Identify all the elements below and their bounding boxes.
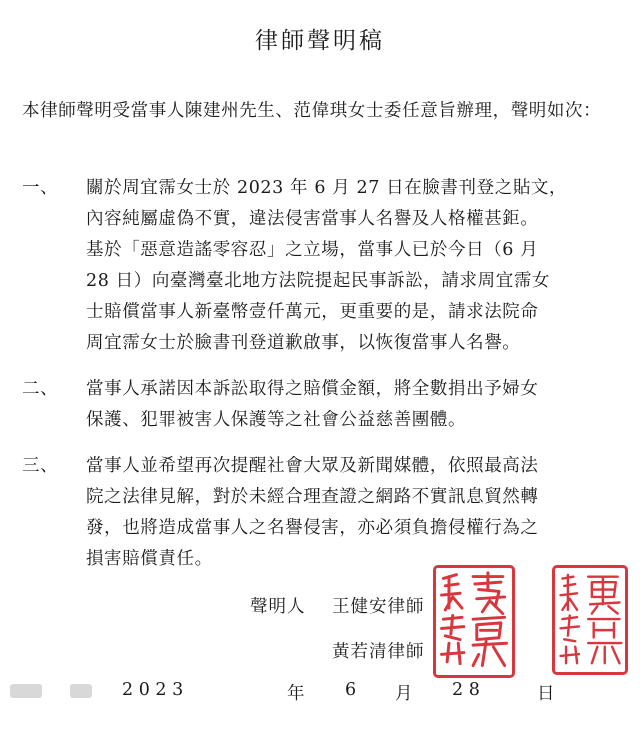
- seal-2-graphic: [555, 568, 625, 672]
- item-line: 士賠償當事人新臺幣壹仟萬元，更重要的是，請求法院命: [86, 302, 539, 322]
- date-day-unit: 日: [537, 684, 555, 704]
- date-month: 6: [345, 680, 357, 700]
- item-number: 一、: [22, 178, 59, 198]
- date-year: 2 0 2 3: [122, 680, 184, 700]
- item-line: 周宜霈女士於臉書刊登道歉啟事，以恢復當事人名譽。: [86, 333, 521, 353]
- item-line: 關於周宜霈女士於 2023 年 6 月 27 日在臉書刊登之貼文，: [86, 178, 568, 198]
- lawyer-name-2: 黃若清律師: [332, 642, 425, 662]
- intro-paragraph: 本律師聲明受當事人陳建州先生、范偉琪女士委任意旨辦理，聲明如次：: [22, 101, 602, 121]
- item-body: [86, 173, 592, 359]
- item-line: 28 日）向臺灣臺北地方法院提起民事訴訟，請求周宜霈女: [86, 271, 551, 291]
- signatory-label: 聲明人: [250, 597, 306, 617]
- lawyer-seal-1: [433, 565, 515, 678]
- date-day: 2 8: [452, 680, 480, 700]
- item-body: [86, 374, 592, 436]
- item-line: 基於「惡意造謠零容忍」之立場，當事人已於今日（6 月: [86, 240, 539, 260]
- item-line: 內容純屬虛偽不實，違法侵害當事人名譽及人格權甚鉅。: [86, 209, 539, 229]
- document-title: 律師聲明稿: [255, 28, 385, 54]
- lawyer-name-1: 王健安律師: [332, 597, 425, 617]
- seal-1-graphic: [436, 568, 512, 675]
- document-date: [0, 680, 640, 704]
- date-month-unit: 月: [395, 684, 413, 704]
- item-number: 二、: [22, 379, 59, 399]
- item-line: 發，也將造成當事人之名譽侵害，亦必須負擔侵權行為之: [86, 518, 539, 538]
- lawyer-seal-2: [552, 565, 628, 675]
- date-year-unit: 年: [287, 684, 305, 704]
- item-line: 當事人承諾因本訴訟取得之賠償金額，將全數捐出予婦女: [86, 379, 539, 399]
- item-line: 當事人並希望再次提醒社會大眾及新聞媒體，依照最高法: [86, 456, 539, 476]
- item-line: 損害賠償責任。: [86, 549, 213, 569]
- item-body: [86, 451, 592, 575]
- item-number: 三、: [22, 456, 59, 476]
- item-line: 保護、犯罪被害人保護等之社會公益慈善團體。: [86, 410, 467, 430]
- item-line: 院之法律見解，對於未經合理查證之網路不實訊息貿然轉: [86, 487, 539, 507]
